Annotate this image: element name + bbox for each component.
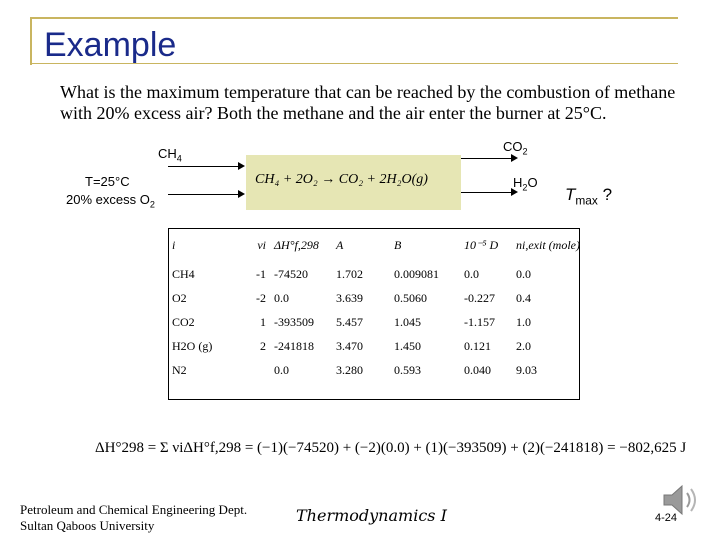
frame-left-line (30, 17, 32, 65)
air-inlet-arrow-line (168, 194, 238, 195)
cell-dhf: -241818 (274, 338, 314, 353)
frame-top-line (30, 17, 678, 19)
cell-b: 0.5060 (394, 290, 427, 305)
cell-species: O2 (172, 290, 187, 305)
cell-species: N2 (172, 362, 187, 377)
footer-course: Thermodynamics I (296, 506, 447, 525)
cell-a: 3.639 (336, 290, 363, 305)
cell-nexit: 0.4 (516, 290, 531, 305)
ch4-inlet-arrow-line (168, 166, 238, 167)
h2o-outlet-arrowhead (511, 188, 518, 196)
cell-nu: 1 (260, 314, 266, 329)
cell-nexit: 0.0 (516, 266, 531, 281)
cell-nexit: 9.03 (516, 362, 537, 377)
cell-b: 0.009081 (394, 266, 439, 281)
table-row (168, 262, 596, 286)
inlet-temperature-label: T=25°C (85, 174, 130, 189)
cell-nexit: 2.0 (516, 338, 531, 353)
table-row (168, 286, 596, 310)
co2-outlet-arrowhead (511, 154, 518, 162)
slide-title: Example (44, 26, 177, 64)
cell-a: 5.457 (336, 314, 363, 329)
cell-b: 0.593 (394, 362, 421, 377)
table-row (168, 310, 596, 334)
cell-nu (238, 358, 270, 382)
cell-species: CO2 (172, 314, 195, 329)
footer-dept-line1: Petroleum and Chemical Engineering Dept. (20, 502, 248, 517)
h2o-outlet-label: $H_2O$ (513, 175, 538, 193)
cell-nu: 2 (260, 338, 266, 353)
table-header-row (168, 228, 596, 262)
col-header-b: B (394, 237, 402, 252)
table-row (168, 358, 596, 382)
cell-a: 3.280 (336, 362, 363, 377)
cell-a: 3.470 (336, 338, 363, 353)
col-header-nexit: ni,exit (mole) (516, 237, 580, 252)
air-inlet-arrowhead (238, 190, 245, 198)
cell-a: 1.702 (336, 266, 363, 281)
co2-outlet-label: $CO_2$ (503, 139, 528, 157)
cell-d: -1.157 (464, 314, 495, 329)
cell-d: -0.227 (464, 290, 495, 305)
footer-department (20, 502, 247, 534)
col-header-nu: νi (257, 237, 266, 252)
table-row (168, 334, 596, 358)
excess-air-label: 20% excess $O_2$ (66, 192, 155, 210)
col-header-dhf: ΔH°f,298 (274, 237, 319, 252)
tmax-label: $T_{max}$ ? (565, 185, 613, 208)
reaction-equation: CH₄ + 2O₂ → CO₂ + 2H₂O(g) (255, 172, 428, 187)
cell-species: CH4 (172, 266, 195, 281)
cell-b: 1.450 (394, 338, 421, 353)
species-data-table (168, 228, 596, 382)
footer-dept-line2: Sultan Qaboos University (20, 518, 155, 533)
ch4-inlet-label: $CH_4$ (158, 146, 182, 164)
co2-outlet-arrow-line (461, 158, 511, 159)
h2o-outlet-arrow-line (461, 192, 511, 193)
enthalpy-equation: ΔH°298 = Σ νiΔH°f,298 = (−1)(−74520) + (−2)(0.0) + (1)(−393509) + (2)(−241818) = −802,625 J (95, 440, 687, 456)
cell-dhf: 0.0 (274, 362, 289, 377)
cell-d: 0.0 (464, 266, 479, 281)
ch4-inlet-arrowhead (238, 162, 245, 170)
col-header-a: A (336, 237, 344, 252)
cell-species: H2O (g) (172, 338, 213, 353)
cell-d: 0.040 (464, 362, 491, 377)
cell-dhf: -393509 (274, 314, 314, 329)
question-text: What is the maximum temperature that can be reached by the combustion of methane with 20% excess air? Both the methane and the air enter the burner at 25°C. (60, 82, 676, 123)
col-header-species: i (172, 237, 176, 252)
cell-dhf: 0.0 (274, 290, 289, 305)
cell-nu: -2 (256, 290, 266, 305)
cell-d: 0.121 (464, 338, 491, 353)
cell-b: 1.045 (394, 314, 421, 329)
cell-nu: -1 (256, 266, 266, 281)
cell-nexit: 1.0 (516, 314, 531, 329)
col-header-d: 10⁻⁵ D (464, 237, 499, 252)
page-number: 4-24 (655, 512, 678, 524)
cell-dhf: -74520 (274, 266, 308, 281)
